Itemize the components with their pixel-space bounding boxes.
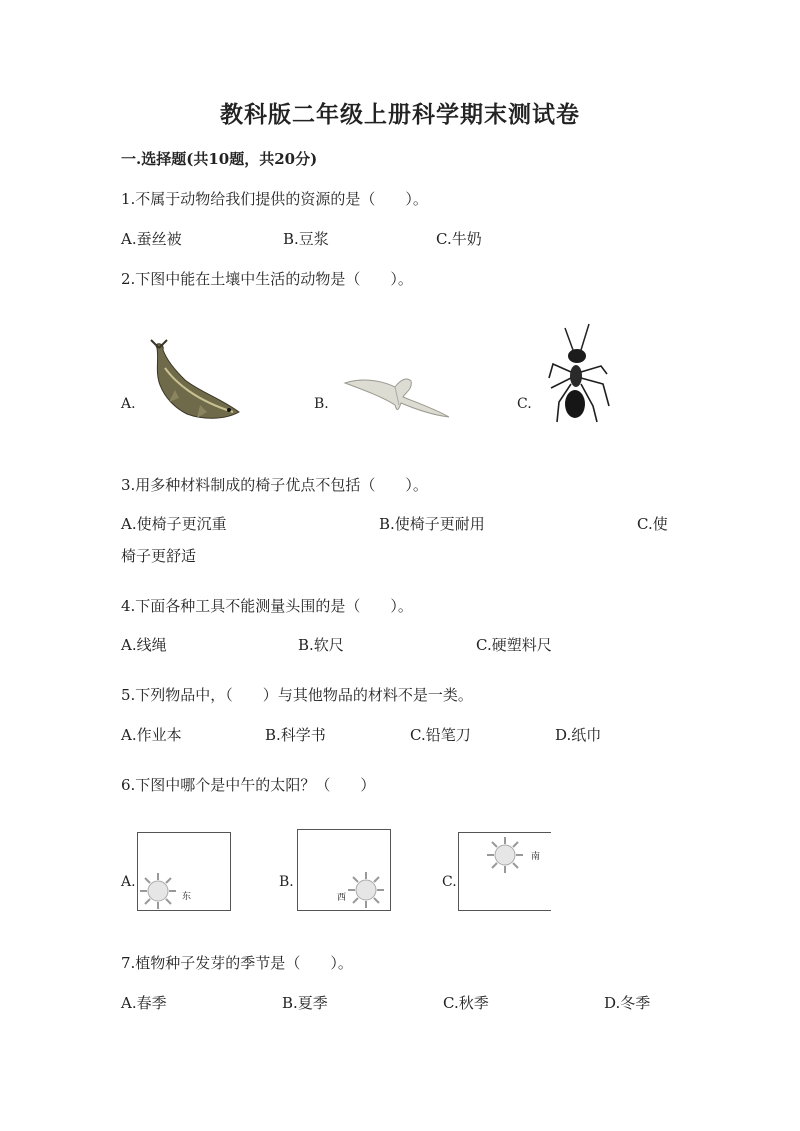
question-4-option-b[interactable]: B.软尺 [298,636,344,654]
fish-icon [145,340,245,425]
direction-label-south: 南 [531,852,541,862]
question-3-option-c[interactable]: C.使 [637,515,668,533]
sun-icon [485,835,525,875]
question-2-option-a[interactable]: A. [121,396,136,412]
sun-diagram-a [137,832,231,911]
question-4-option-c[interactable]: C.硬塑料尺 [476,636,552,654]
question-3-option-a[interactable]: A.使椅子更沉重 [121,515,227,533]
question-4-option-a[interactable]: A.线绳 [121,636,167,654]
sun-icon [138,871,178,911]
page-title: 教科版二年级上册科学期末测试卷 [220,101,580,128]
question-2-stem: 2.下图中能在土壤中生活的动物是（ ）。 [121,270,413,288]
question-5-option-b[interactable]: B.科学书 [265,726,326,744]
question-1-stem: 1.不属于动物给我们提供的资源的是（ ）。 [121,190,428,208]
question-4-stem: 4.下面各种工具不能测量头围的是（ ）。 [121,597,413,615]
question-7-option-a[interactable]: A.春季 [121,994,167,1012]
bird-icon [343,375,453,420]
question-5-option-a[interactable]: A.作业本 [121,726,182,744]
question-2-option-c[interactable]: C. [517,396,532,412]
direction-label-east: 东 [182,892,192,902]
question-7-option-b[interactable]: B.夏季 [282,994,328,1012]
question-3-option-b[interactable]: B.使椅子更耐用 [379,515,485,533]
question-6-option-b[interactable]: B. [279,874,294,890]
question-5-option-c[interactable]: C.铅笔刀 [410,726,471,744]
question-7-option-d[interactable]: D.冬季 [604,994,651,1012]
sun-icon [346,870,386,910]
question-1-option-c[interactable]: C.牛奶 [436,230,482,248]
question-1-option-a[interactable]: A.蚕丝被 [121,230,182,248]
question-1-option-b[interactable]: B.豆浆 [283,230,329,248]
question-2-option-b[interactable]: B. [314,396,329,412]
question-6-option-c[interactable]: C. [442,874,457,890]
direction-label-west: 西 [337,893,347,903]
question-5-option-d[interactable]: D.纸巾 [555,726,602,744]
ant-icon [545,322,615,437]
question-3-option-c-continuation: 椅子更舒适 [121,547,197,565]
question-6-option-a[interactable]: A. [121,874,136,890]
question-6-stem: 6.下图中哪个是中午的太阳？（ ） [121,776,376,794]
sun-diagram-c [458,832,551,911]
sun-diagram-b [297,829,391,911]
question-7-stem: 7.植物种子发芽的季节是（ ）。 [121,954,353,972]
section-heading: 一.选择题(共10题，共20分) [121,150,318,168]
question-3-stem: 3.用多种材料制成的椅子优点不包括（ ）。 [121,476,428,494]
question-7-option-c[interactable]: C.秋季 [443,994,489,1012]
question-5-stem: 5.下列物品中，（ ）与其他物品的材料不是一类。 [121,686,473,704]
